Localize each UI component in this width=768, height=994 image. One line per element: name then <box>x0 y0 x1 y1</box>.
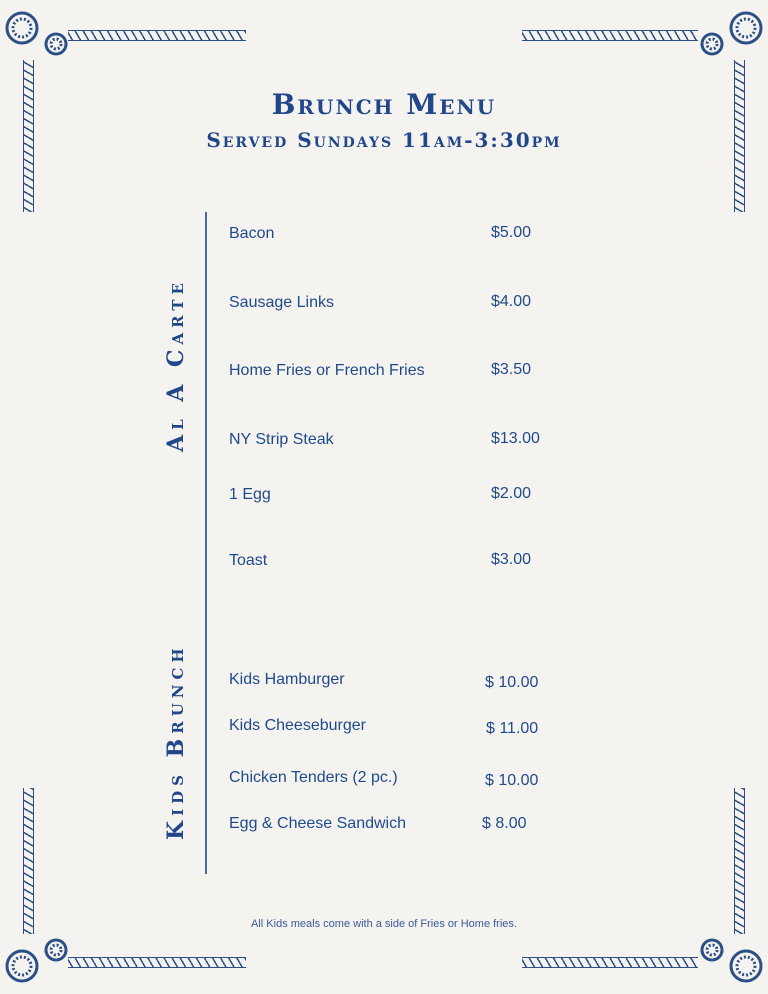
menu-item-name: Sausage Links <box>229 294 334 311</box>
rope-border-bottom-left <box>68 957 246 968</box>
menu-item-price: $ 10.00 <box>485 772 539 789</box>
rope-border-right-bottom <box>734 788 745 934</box>
section-label-al-a-carte: Al A Carte <box>163 278 189 452</box>
menu-item-name: Home Fries or French Fries <box>229 362 425 379</box>
menu-item-name: Kids Cheeseburger <box>229 717 366 734</box>
menu-item-name: Chicken Tenders (2 pc.) <box>229 769 398 786</box>
menu-item-price: $13.00 <box>491 430 540 447</box>
menu-item-price: $ 11.00 <box>486 720 539 737</box>
rope-border-top-right <box>522 30 698 41</box>
section-label-kids-brunch: Kids Brunch <box>163 643 189 840</box>
rope-border-top-left <box>68 30 246 41</box>
rope-knot-icon <box>698 924 768 994</box>
rope-knot-icon <box>0 924 70 994</box>
menu-item-name: Toast <box>229 552 268 569</box>
menu-item-price: $4.00 <box>491 293 532 310</box>
menu-item-name: Kids Hamburger <box>229 671 345 688</box>
menu-item-price: $ 8.00 <box>482 815 527 832</box>
menu-item-price: $5.00 <box>491 224 532 241</box>
menu-title: Brunch Menu <box>271 88 497 121</box>
rope-border-left-bottom <box>23 788 34 934</box>
menu-item-name: NY Strip Steak <box>229 431 334 448</box>
rope-border-bottom-right <box>522 957 698 968</box>
menu-item-name: Bacon <box>229 225 275 242</box>
menu-item-name: Egg & Cheese Sandwich <box>229 815 406 832</box>
kids-meals-footnote: All Kids meals come with a side of Fries or Home fries. <box>251 918 517 930</box>
menu-item-name: 1 Egg <box>229 486 271 503</box>
rope-knot-icon <box>0 0 70 70</box>
menu-item-price: $3.00 <box>491 551 532 568</box>
rope-knot-icon <box>698 0 768 70</box>
vertical-divider <box>205 212 207 874</box>
menu-item-price: $2.00 <box>491 485 532 502</box>
menu-subtitle: Served Sundays 11am-3:30pm <box>206 128 562 152</box>
menu-item-price: $3.50 <box>491 361 532 378</box>
menu-item-price: $ 10.00 <box>485 674 539 691</box>
